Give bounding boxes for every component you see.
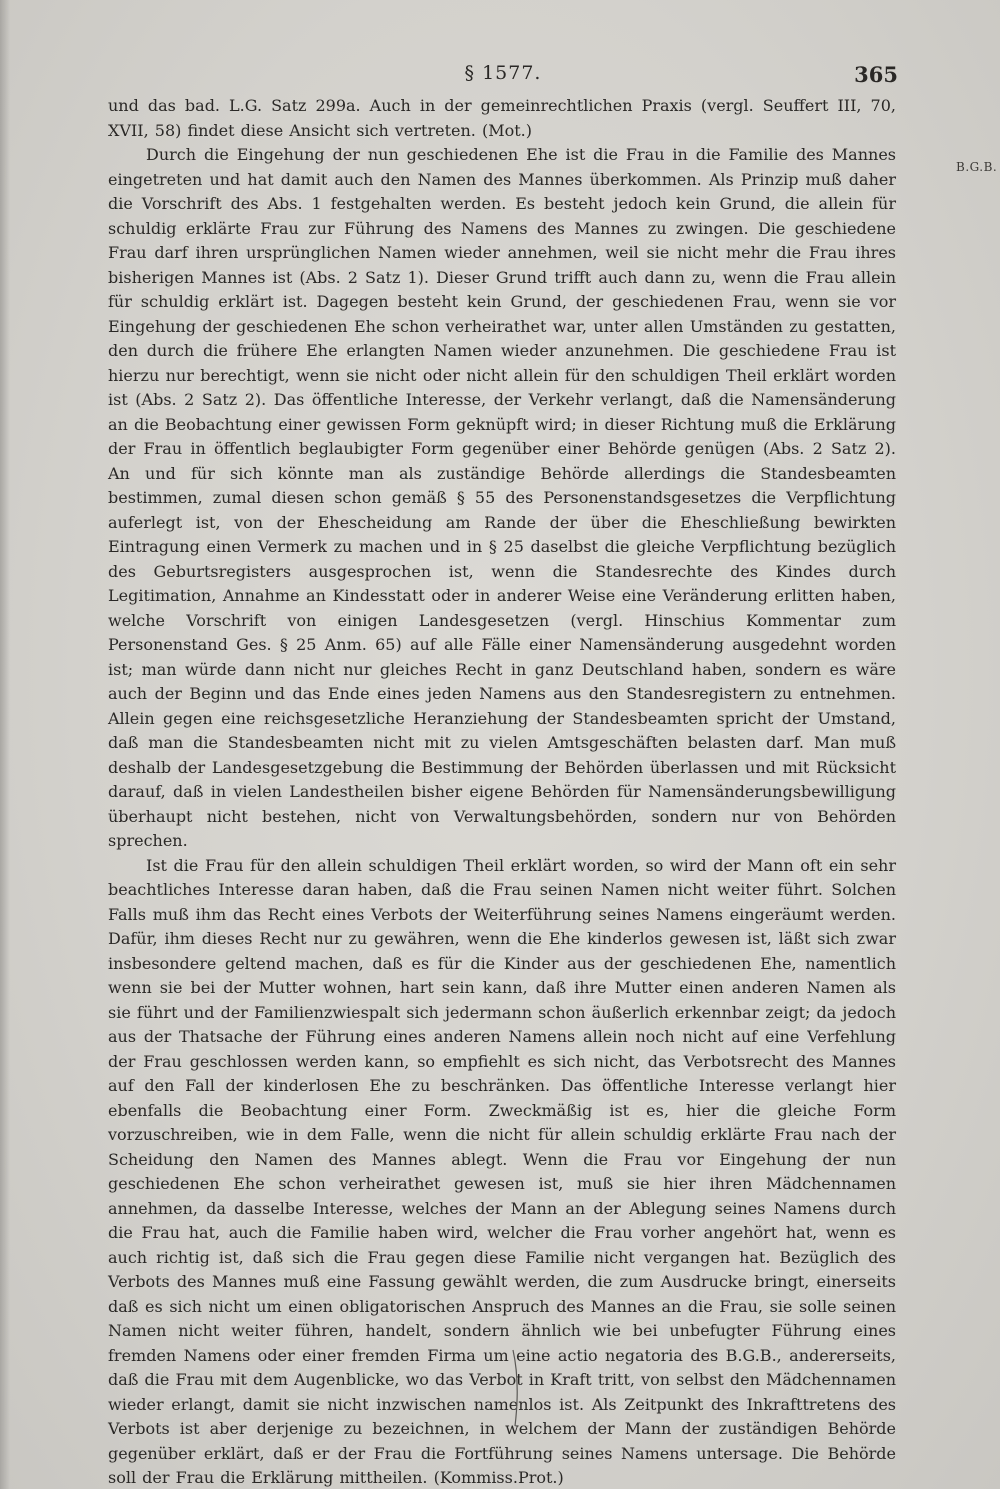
page-header [108, 62, 898, 92]
gutter-shadow [0, 0, 10, 1489]
section-number: § 1577. [464, 62, 542, 84]
paragraph-3: Ist die Frau für den allein schuldigen Theil erklärt worden, so wird der Mann oft ein sehr beachtliches Interesse daran haben, daß die Frau seinen Namen nicht weiter führt. Solchen Falls muß ihm das Recht eines Verbots der Weiterführung seines Namens eingeräumt werden. Dafür, ihm dieses Recht nur zu gewähren, wenn die Ehe kinderlos gewesen ist, läßt sich zwar insbesondere geltend machen, daß es für die Kinder aus der geschiedenen Ehe, namentlich wenn sie bei der Mutter wohnen, hart sein kann, daß ihre Mutter einen anderen Namen als sie führt und der Familienzwiespalt sich jedermann schon äußerlich erkennbar zeigt; da jedoch aus der Thatsache der Führung eines anderen Namens allein noch nicht auf eine Verfehlung der Frau geschlossen werden kann, so empfiehlt es sich nicht, das Verbotsrecht des Mannes auf den Fall der kinderlosen Ehe zu beschränken. Das öffentliche Interesse verlangt hier ebenfalls die Beobachtung einer Form. Zweckmäßig ist es, hier die gleiche Form vorzuschreiben, wie in dem Falle, wenn die nicht für allein schuldig erklärte Frau nach der Scheidung den Namen des Mannes ablegt. Wenn die Frau vor Eingehung der nun geschiedenen Ehe schon verheirathet gewesen ist, muß sie hier ihren Mädchennamen annehmen, da dasselbe Interesse, welches der Mann an der Ablegung seines Namens durch die Frau hat, auch die Familie haben wird, welcher die Frau vorher angehört hat, wenn es auch richtig ist, daß sich die Frau gegen diese Familie nicht vergangen hat. Bezüglich des Verbots des Mannes muß eine Fassung gewählt werden, die zum Ausdrucke bringt, einerseits daß es sich nicht um einen obligatorischen Anspruch des Mannes an die Frau, sie solle seinen Namen nicht weiter führen, handelt, sondern ähnlich wie bei unbefugter Führung eines fremden Namens oder einer fremden Firma um eine actio negatoria des B.G.B., andererseits, daß die Frau mit dem Augenblicke, wo das Verbot in Kraft tritt, von selbst den Mädchennamen wieder erlangt, damit sie nicht inzwischen namenlos ist. Als Zeitpunkt des Inkrafttretens des Verbots ist aber derjenige zu bezeichnen, in welchem der Mann der zuständigen Behörde gegenüber erklärt, daß er der Frau die Fortführung seines Namens untersage. Die Behörde soll der Frau die Erklärung mittheilen. (Kommiss.Prot.) [108, 855, 896, 1487]
paragraph-1: und das bad. L.G. Satz 299a. Auch in der gemeinrechtlichen Praxis (vergl. Seuffert III, 70, XVII, 58) findet diese Ansicht sich vertreten. (Mot.) [108, 96, 896, 140]
margin-note: B.G.B. [956, 160, 998, 174]
page-number: 365 [854, 62, 898, 87]
paragraph-2: Durch die Eingehung der nun geschiedenen Ehe ist die Frau in die Familie des Mannes eingetreten und hat damit auch den Namen des Mannes überkommen. Als Prinzip muß daher die Vorschrift des Abs. 1 festgehalten werden. Es besteht jedoch kein Grund, die allein für schuldig erklärte Frau zur Führung des Namens des Mannes zu zwingen. Die geschiedene Frau darf ihren ursprünglichen Namen wieder annehmen, weil sie nicht mehr die Frau ihres bisherigen Mannes ist (Abs. 2 Satz 1). Dieser Grund trifft auch dann zu, wenn die Frau allein für schuldig erklärt ist. Dagegen besteht kein Grund, der geschiedenen Frau, wenn sie vor Eingehung der geschiedenen Ehe schon verheirathet war, unter allen Umständen zu gestatten, den durch die frühere Ehe erlangten Namen wieder anzunehmen. Die geschiedene Frau ist hierzu nur berechtigt, wenn sie nicht oder nicht allein für den schuldigen Theil erklärt worden ist (Abs. 2 Satz 2). Das öffentliche Interesse, der Verkehr verlangt, daß die Namensänderung an die Beobachtung einer gewissen Form geknüpft wird; in dieser Richtung muß die Erklärung der Frau in öffentlich beglaubigter Form gegenüber einer Behörde genügen (Abs. 2 Satz 2). An und für sich könnte man als zuständige Behörde allerdings die Standesbeamten bestimmen, zumal diesen schon gemäß § 55 des Personenstandsgesetzes die Verpflichtung auferlegt ist, von der Ehescheidung am Rande der über die Eheschließung bewirkten Eintragung einen Vermerk zu machen und in § 25 daselbst die gleiche Verpflichtung bezüglich des Geburtsregisters ausgesprochen ist, wenn die Standesrechte des Kindes durch Legitimation, Annahme an Kindesstatt oder in anderer Weise eine Veränderung erlitten haben, welche Vorschrift von einigen Landesgesetzen (vergl. Hinschius Kommentar zum Personenstand Ges. § 25 Anm. 65) auf alle Fälle einer Namensänderung ausgedehnt worden ist; man würde dann nicht nur gleiches Recht in ganz Deutschland haben, sondern es wäre auch der Beginn und das Ende eines jeden Namens aus den Standesregistern zu entnehmen. Allein gegen eine reichsgesetzliche Heranziehung der Standesbeamten spricht der Umstand, daß man die Standesbeamten nicht mit zu vielen Amtsgeschäften belasten darf. Man muß deshalb der Landesgesetzgebung die Bestimmung der Behörden überlassen und mit Rücksicht darauf, daß in vielen Landestheilen bisher eigene Behörden für Namensänderungsbewilligung überhaupt nicht bestehen, nicht von Verwaltungsbehörden, sondern nur von Behörden sprechen. [108, 145, 896, 850]
body-text [108, 94, 896, 1489]
pencil-mark [503, 1348, 533, 1428]
